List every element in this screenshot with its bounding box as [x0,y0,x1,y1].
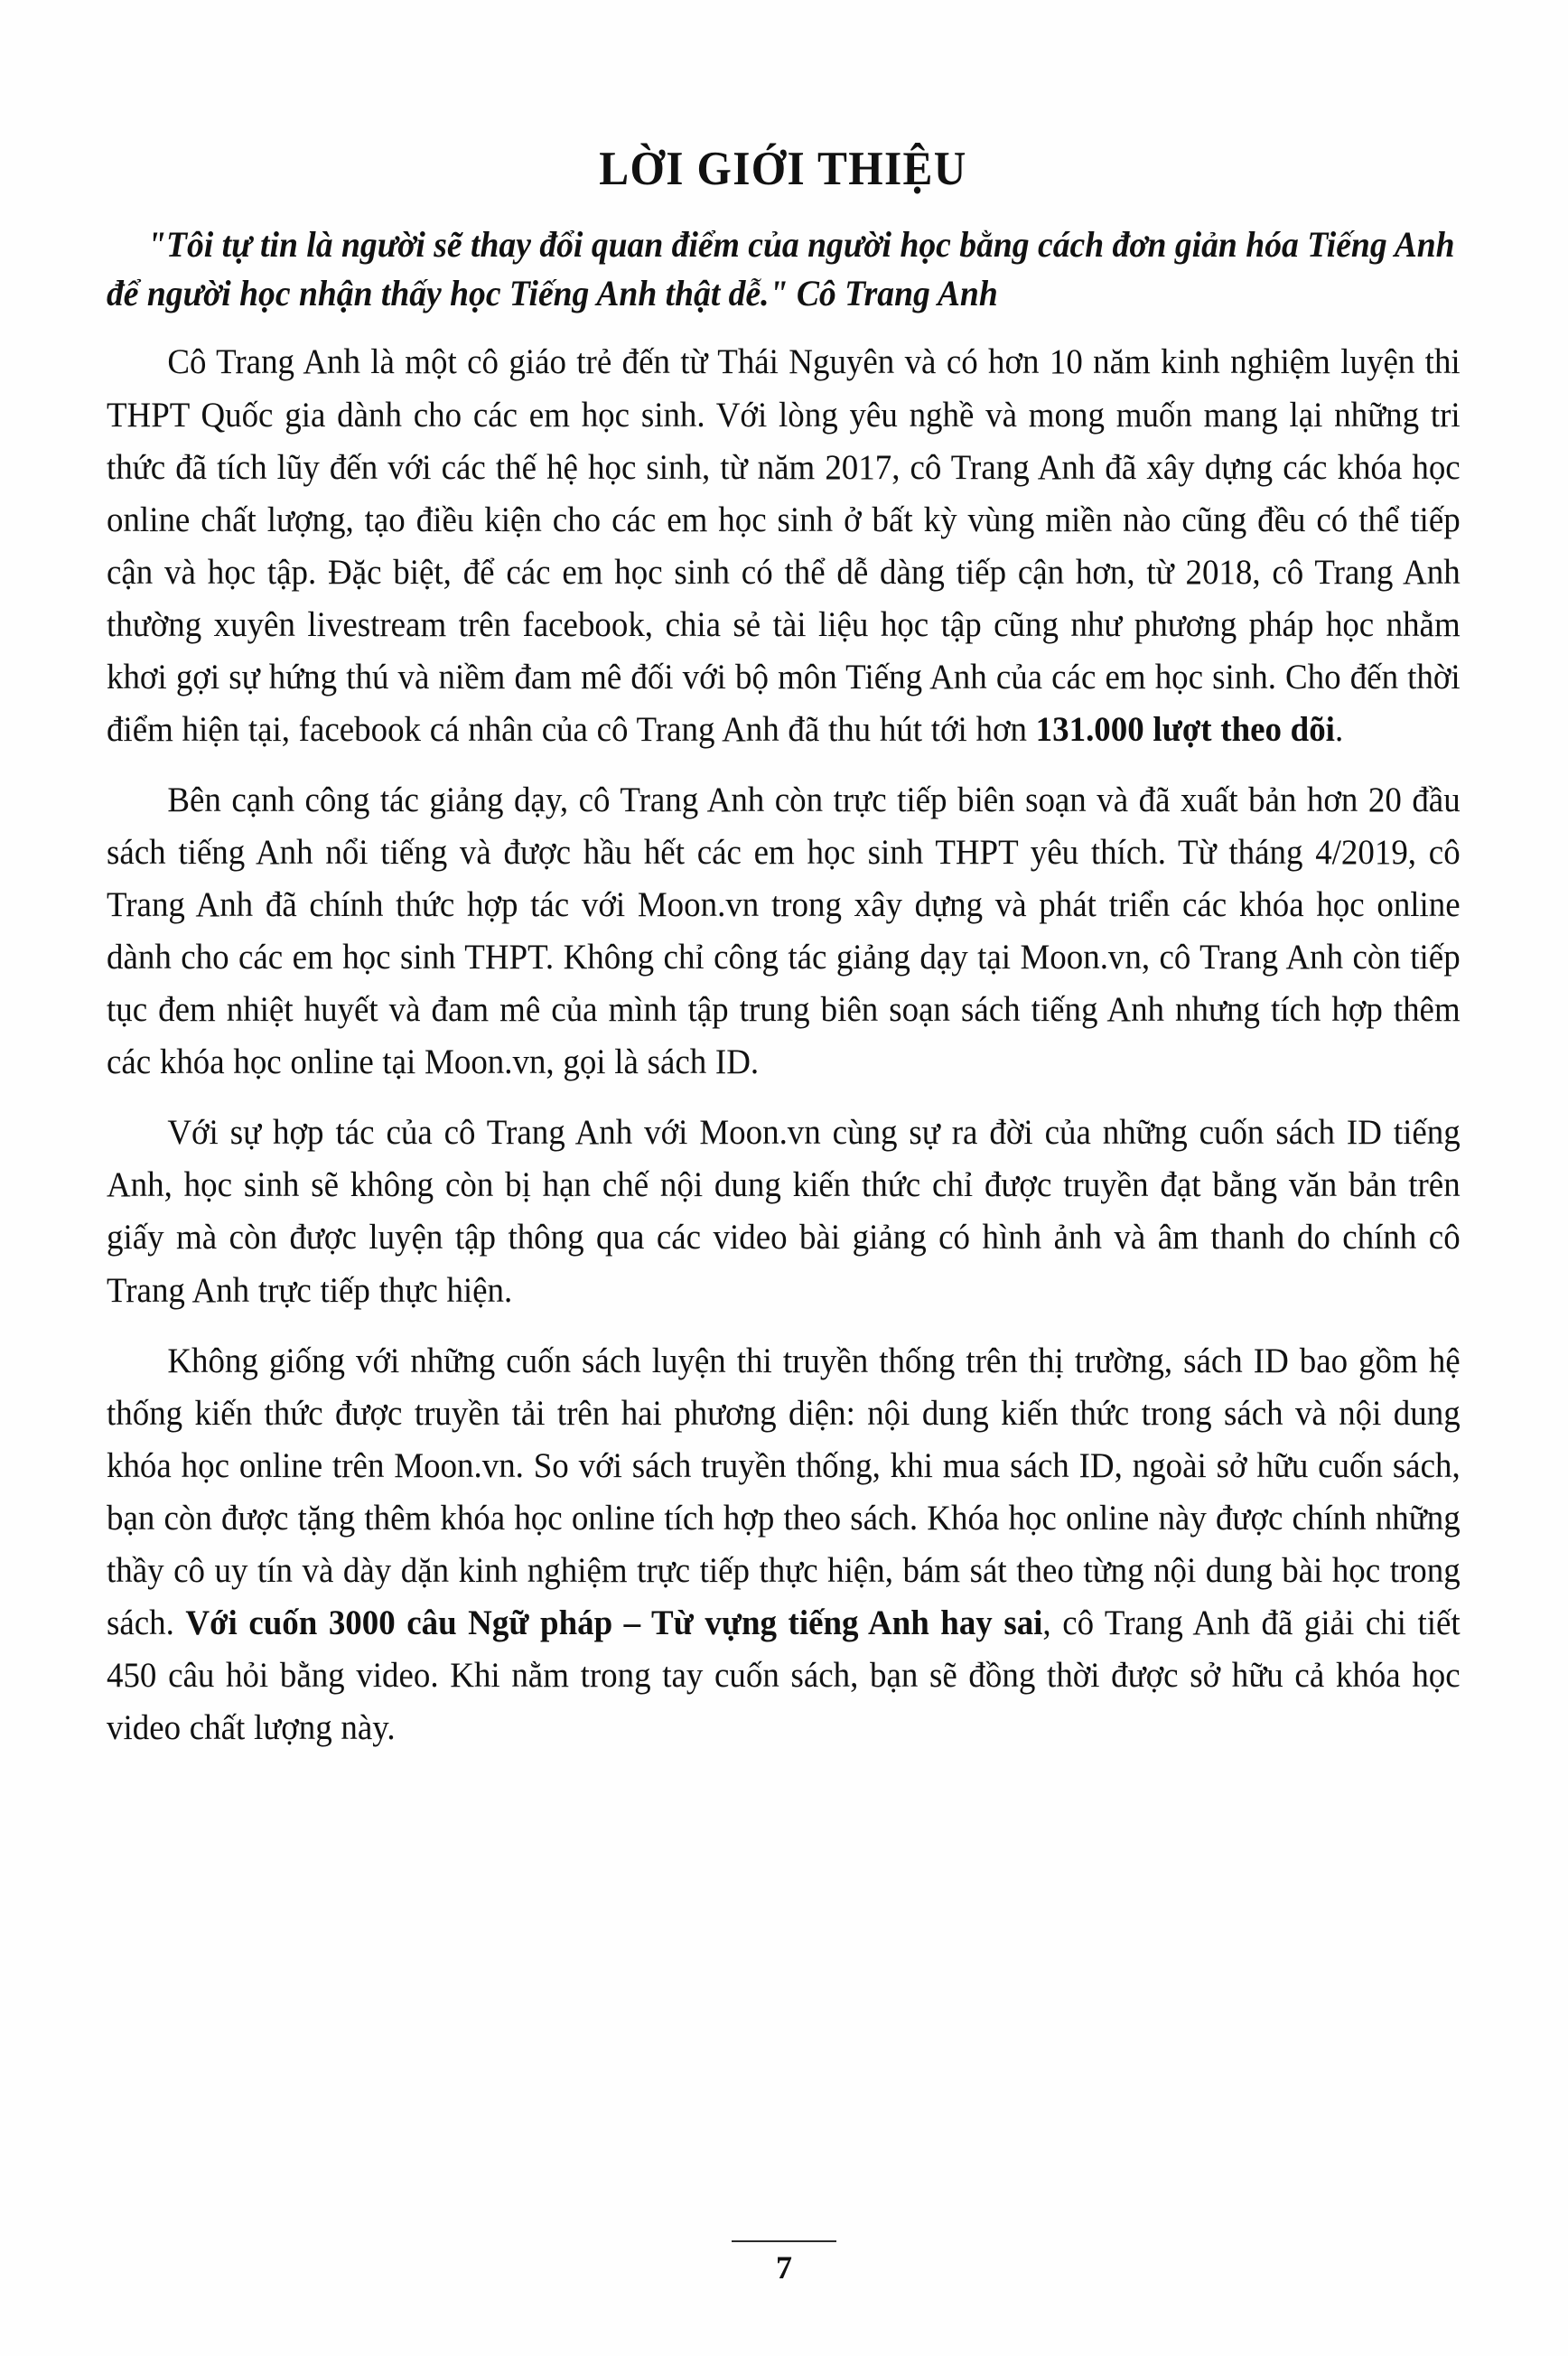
emphasis-text: Với cuốn 3000 câu Ngữ pháp – Từ vựng tiếng Anh hay sai [185,1602,1043,1642]
body-paragraph-1 [107,317,1461,755]
page-footer [0,2240,1568,2284]
body-paragraph-2 [107,755,1461,1088]
page-title: LỜI GIỚI THIỆU [599,143,967,195]
intro-quote-text: "Tôi tự tin là người sẽ thay đổi quan điểm của người học bằng cách đơn giản hóa Tiếng Anh để người học nhận thấy học Tiếng Anh thật dễ." [107,224,1455,313]
page-number: 7 [776,2249,792,2286]
body-paragraph-3 [107,1088,1461,1315]
text-run: , cô Trang Anh đã giải chi tiết 450 câu hỏi bằng video. Khi nằm trong tay cuốn sách, bạn sẽ đồng thời được sở hữu cả khóa học video chất lượng này. [107,1602,1461,1748]
text-run: Không giống với những cuốn sách luyện thi truyền thống trên thị trường, sách ID bao gồm hệ thống kiến thức được truyền tải trên hai phương diện: nội dung kiến thức trong sách và nội dung khóa học online trên Moon.vn. So với sách truyền thống, khi mua sách ID, ngoài sở hữu cuốn sách, bạn còn được tặng thêm khóa học online tích hợp theo sách. Khóa học online này được chính những thầy cô uy tín và dày dặn kinh nghiệm trực tiếp thực hiện, bám sát theo từng nội dung bài học trong sách. [107,1340,1461,1642]
emphasis-text: 131.000 lượt theo dõi [1035,708,1335,749]
text-run: Với sự hợp tác của cô Trang Anh với Moon.vn cùng sự ra đời của những cuốn sách ID tiếng Anh, học sinh sẽ không còn bị hạn chế nội dung kiến thức chỉ được truyền đạt bằng văn bản trên giấy mà còn được luyện tập thông qua các video bài giảng có hình ảnh và âm thanh do chính cô Trang Anh trực tiếp thực hiện. [107,1112,1461,1310]
text-run: Cô Trang Anh là một cô giáo trẻ đến từ Thái Nguyên và có hơn 10 năm kinh nghiệm luyện thi THPT Quốc gia dành cho các em học sinh. Với lòng yêu nghề và mong muốn mang lại những tri thức đã tích lũy đến với các thế hệ học sinh, từ năm 2017, cô Trang Anh đã xây dựng các khóa học online chất lượng, tạo điều kiện cho các em học sinh ở bất kỳ vùng miền nào cũng đều có thể tiếp cận và học tập. Đặc biệt, để các em học sinh có thể dễ dàng tiếp cận hơn, từ 2018, cô Trang Anh thường xuyên livestream trên facebook, chia sẻ tài liệu học tập cũng như phương pháp học nhằm khơi gợi sự hứng thú và niềm đam mê đối với bộ môn Tiếng Anh của các em học sinh. Cho đến thời điểm hiện tại, facebook cá nhân của cô Trang Anh đã thu hút tới hơn [107,341,1461,749]
text-run: Bên cạnh công tác giảng dạy, cô Trang Anh còn trực tiếp biên soạn và đã xuất bản hơn 20 đầu sách tiếng Anh nổi tiếng và được hầu hết các em học sinh THPT yêu thích. Từ tháng 4/2019, cô Trang Anh đã chính thức hợp tác với Moon.vn trong xây dựng và phát triển các khóa học online dành cho các em học sinh THPT. Không chỉ công tác giảng dạy tại Moon.vn, cô Trang Anh còn tiếp tục đem nhiệt huyết và đam mê của mình tập trung biên soạn sách tiếng Anh nhưng tích hợp thêm các khóa học online tại Moon.vn, gọi là sách ID. [107,779,1461,1082]
footer-divider [732,2240,836,2242]
page-content [107,0,1460,1753]
text-run: . [1334,708,1344,749]
intro-quote-author: Cô Trang Anh [788,272,998,313]
body-paragraph-4 [107,1316,1461,1754]
intro-quote [107,195,1455,317]
